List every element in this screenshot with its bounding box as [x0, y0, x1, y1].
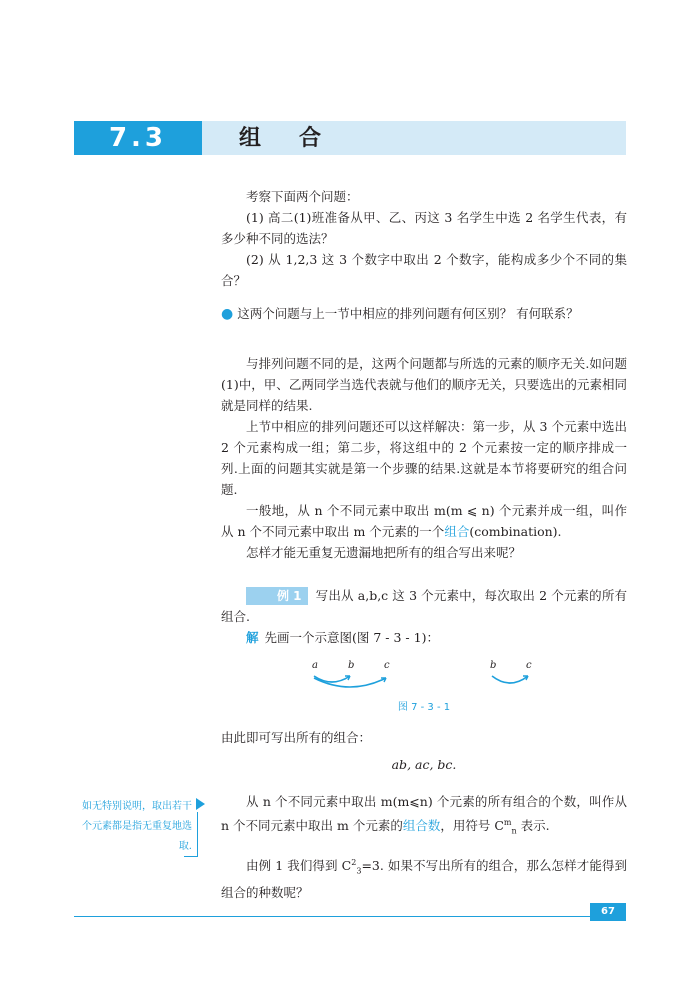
- body-paragraph-2: 上节中相应的排列问题还可以这样解决：第一步，从 3 个元素中选出 2 个元素构成一组；第二步，将这组中的 2 个元素按一定的顺序排成一列.上面的问题其实就是第一个步骤的结果.这就是本节将要研究的组合问题.: [221, 419, 627, 497]
- solution-label: 解: [246, 630, 259, 645]
- body-paragraph-1: 与排列问题不同的是，这两个问题都与所选的元素的顺序无关.如问题(1)中，甲、乙两同学当选代表就与他们的顺序无关，只要选出的元素相同就是同样的结果.: [221, 356, 627, 413]
- think-question: [221, 303, 627, 325]
- definition-block: [221, 791, 627, 842]
- combination-list: ab, ac, bc.: [391, 757, 457, 772]
- body-block: [221, 353, 627, 563]
- term-combination-number: 组合数: [402, 818, 441, 834]
- arc-ac: [314, 678, 386, 687]
- example-block: [221, 585, 627, 648]
- section-header: [74, 121, 626, 155]
- problem-1: (1) 高二(1)班准备从甲、乙、丙这 3 名学生中选 2 名学生代表，有多少种不同的选法？: [221, 210, 627, 246]
- example-tag: 例 1: [246, 587, 308, 605]
- section-title: 组合: [239, 125, 360, 151]
- problem-2: (2) 从 1,2,3 这 3 个数字中取出 2 个数字，能构成多少个不同的集合？: [221, 252, 627, 288]
- intro-lead: 考察下面两个问题：: [246, 189, 359, 204]
- side-note: 如无特别说明，取出若干个元素都是指无重复地选取.: [82, 801, 192, 852]
- closing-block: [221, 852, 627, 903]
- page-number: 67: [590, 903, 626, 921]
- arc-bc: [492, 676, 528, 683]
- fig-label-a: a: [312, 660, 318, 671]
- intro-block: [221, 186, 627, 291]
- footer-rule: [74, 916, 626, 917]
- combination-diagram: [300, 656, 560, 696]
- closing-paragraph: 由例 1 我们得到 $C^2_3=3$. 如果不写出所有的组合，那么怎样才能得到组合的种数呢？: [221, 858, 627, 900]
- question-text: 这两个问题与上一节中相应的排列问题有何区别？ 有何联系？: [237, 306, 579, 321]
- fig-label-c2: c: [526, 660, 532, 671]
- fig-label-c: c: [384, 660, 390, 671]
- fig-label-b: b: [348, 660, 355, 671]
- section-number: 7.3: [74, 121, 202, 155]
- result-lead: 由此即可写出所有的组合：: [221, 730, 372, 745]
- body-paragraph-4: 怎样才能无重复无遗漏地把所有的组合写出来呢？: [246, 545, 522, 560]
- fig-label-b2: b: [490, 660, 497, 671]
- term-combination: 组合: [444, 524, 470, 539]
- bullet-icon: ●: [221, 306, 234, 322]
- definition-combination: 一般地，从 n 个不同元素中取出 m(m ⩽ n) 个元素并成一组，叫作从 n 个不同元素中取出 m 个元素的一个组合(combination).: [221, 503, 627, 539]
- note-bracket-foot: [184, 856, 198, 857]
- definition-combination-number: 从 n 个不同元素中取出 m(m⩽n) 个元素的所有组合的个数，叫作从 n 个不同元素中取出 m 个元素的组合数，用符号 $C^m_n$ 表示.: [221, 794, 627, 836]
- note-pointer-icon: [196, 798, 205, 810]
- example-statement: 例 1 写出从 a,b,c 这 3 个元素中，每次取出 2 个元素的所有组合.: [221, 588, 627, 624]
- example-solution: 解 先画一个示意图(图 7 - 3 - 1)：: [246, 630, 439, 645]
- figure-caption: 图 7 - 3 - 1: [397, 702, 451, 713]
- note-bracket: [197, 812, 198, 856]
